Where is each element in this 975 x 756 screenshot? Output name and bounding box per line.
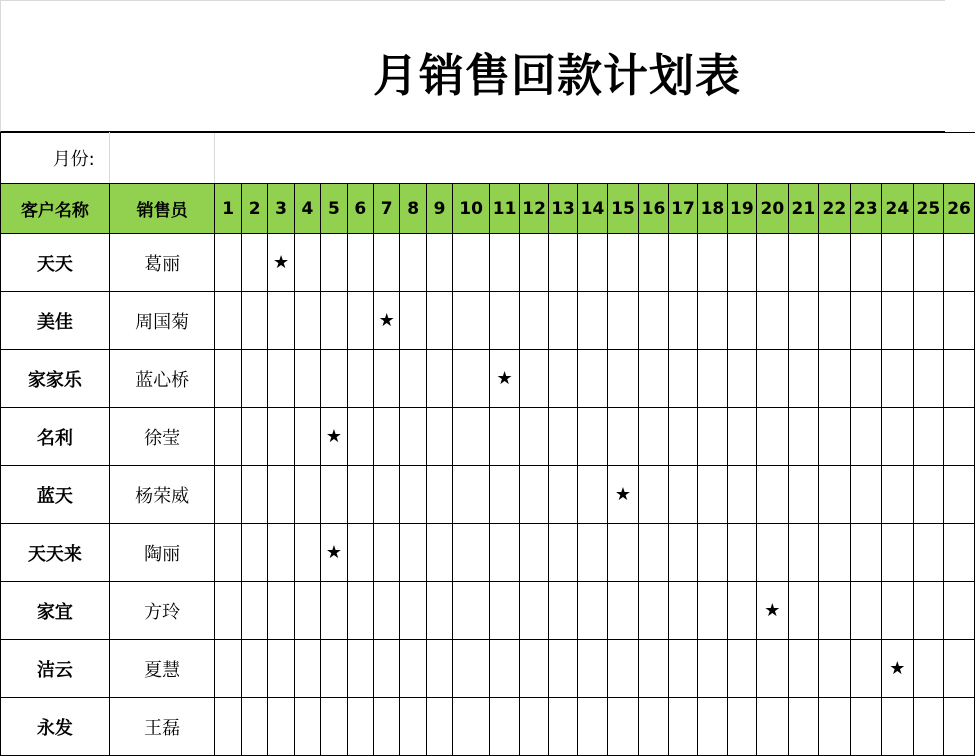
day-cell[interactable] bbox=[788, 698, 818, 756]
day-cell[interactable] bbox=[426, 292, 452, 350]
day-cell[interactable] bbox=[215, 292, 241, 350]
customer-cell[interactable]: 永发 bbox=[1, 698, 110, 756]
day-cell[interactable] bbox=[757, 466, 789, 524]
salesperson-header: 销售员 bbox=[109, 184, 215, 234]
plan-table bbox=[0, 132, 975, 756]
day-cell[interactable] bbox=[882, 292, 914, 350]
day-cell[interactable] bbox=[426, 234, 452, 292]
day-cell[interactable] bbox=[400, 698, 426, 756]
day-cell[interactable] bbox=[850, 466, 882, 524]
day-cell[interactable] bbox=[520, 292, 548, 350]
payment-star-mark[interactable]: ★ bbox=[321, 524, 347, 582]
day-cell[interactable] bbox=[294, 408, 320, 466]
day-cell[interactable] bbox=[520, 698, 548, 756]
day-cell[interactable] bbox=[453, 350, 490, 408]
day-cell[interactable] bbox=[374, 234, 400, 292]
day-cell[interactable] bbox=[426, 698, 452, 756]
day-cell[interactable] bbox=[757, 292, 789, 350]
day-cell[interactable] bbox=[453, 698, 490, 756]
day-cell[interactable] bbox=[215, 640, 241, 698]
customer-header: 客户名称 bbox=[1, 184, 110, 234]
customer-cell[interactable]: 美佳 bbox=[1, 292, 110, 350]
day-cell[interactable] bbox=[788, 640, 818, 698]
month-row bbox=[1, 133, 975, 184]
day-cell[interactable] bbox=[374, 582, 400, 640]
day-cell[interactable] bbox=[668, 408, 697, 466]
day-cell[interactable] bbox=[426, 350, 452, 408]
day-header: 21 bbox=[788, 184, 818, 234]
day-cell[interactable] bbox=[727, 698, 756, 756]
day-cell[interactable] bbox=[788, 292, 818, 350]
salesperson-cell[interactable]: 王磊 bbox=[109, 698, 215, 756]
day-cell[interactable] bbox=[215, 408, 241, 466]
day-cell[interactable] bbox=[944, 234, 975, 292]
day-header: 5 bbox=[321, 184, 347, 234]
day-cell[interactable] bbox=[668, 582, 697, 640]
table-row bbox=[1, 524, 975, 582]
day-cell[interactable] bbox=[819, 408, 851, 466]
day-cell[interactable] bbox=[453, 292, 490, 350]
table-row bbox=[1, 466, 975, 524]
day-cell[interactable] bbox=[698, 234, 727, 292]
day-cell[interactable] bbox=[548, 524, 577, 582]
day-cell[interactable] bbox=[850, 292, 882, 350]
day-cell[interactable] bbox=[819, 582, 851, 640]
day-cell[interactable] bbox=[426, 582, 452, 640]
day-cell[interactable] bbox=[727, 582, 756, 640]
payment-star-mark[interactable]: ★ bbox=[321, 408, 347, 466]
customer-cell[interactable]: 洁云 bbox=[1, 640, 110, 698]
day-cell[interactable] bbox=[294, 524, 320, 582]
salesperson-cell[interactable]: 周国菊 bbox=[109, 292, 215, 350]
day-cell[interactable] bbox=[453, 640, 490, 698]
day-cell[interactable] bbox=[347, 350, 373, 408]
day-cell[interactable] bbox=[913, 698, 943, 756]
day-cell[interactable] bbox=[913, 524, 943, 582]
day-cell[interactable] bbox=[400, 524, 426, 582]
day-cell[interactable] bbox=[426, 524, 452, 582]
day-cell[interactable] bbox=[639, 524, 668, 582]
day-header: 11 bbox=[489, 184, 519, 234]
day-cell[interactable] bbox=[668, 234, 697, 292]
day-cell[interactable] bbox=[639, 698, 668, 756]
day-cell[interactable] bbox=[241, 466, 267, 524]
day-cell[interactable] bbox=[578, 698, 607, 756]
day-cell[interactable] bbox=[944, 350, 975, 408]
day-cell[interactable] bbox=[819, 698, 851, 756]
day-cell[interactable] bbox=[607, 408, 639, 466]
customer-cell[interactable]: 蓝天 bbox=[1, 466, 110, 524]
day-cell[interactable] bbox=[944, 698, 975, 756]
day-header: 17 bbox=[668, 184, 697, 234]
day-cell[interactable] bbox=[400, 350, 426, 408]
day-cell[interactable] bbox=[698, 350, 727, 408]
day-cell[interactable] bbox=[268, 350, 294, 408]
day-cell[interactable] bbox=[944, 408, 975, 466]
day-cell[interactable] bbox=[757, 524, 789, 582]
day-cell[interactable] bbox=[520, 350, 548, 408]
day-cell[interactable] bbox=[913, 466, 943, 524]
day-cell[interactable] bbox=[882, 582, 914, 640]
day-cell[interactable] bbox=[698, 582, 727, 640]
customer-cell[interactable]: 家宜 bbox=[1, 582, 110, 640]
day-cell[interactable] bbox=[819, 234, 851, 292]
day-cell[interactable] bbox=[400, 582, 426, 640]
day-cell[interactable] bbox=[548, 292, 577, 350]
day-header: 1 bbox=[215, 184, 241, 234]
day-header: 10 bbox=[453, 184, 490, 234]
day-cell[interactable] bbox=[788, 408, 818, 466]
day-header: 7 bbox=[374, 184, 400, 234]
day-cell[interactable] bbox=[241, 640, 267, 698]
day-cell[interactable] bbox=[639, 350, 668, 408]
day-cell[interactable] bbox=[668, 524, 697, 582]
day-cell[interactable] bbox=[757, 640, 789, 698]
day-cell[interactable] bbox=[268, 408, 294, 466]
day-cell[interactable] bbox=[520, 524, 548, 582]
day-cell[interactable] bbox=[639, 234, 668, 292]
day-cell[interactable] bbox=[607, 640, 639, 698]
day-cell[interactable] bbox=[241, 350, 267, 408]
day-cell[interactable] bbox=[944, 466, 975, 524]
day-cell[interactable] bbox=[321, 350, 347, 408]
day-cell[interactable] bbox=[520, 582, 548, 640]
month-label: 月份: bbox=[1, 133, 110, 184]
day-cell[interactable] bbox=[294, 350, 320, 408]
day-cell[interactable] bbox=[913, 234, 943, 292]
payment-star-mark[interactable]: ★ bbox=[757, 582, 789, 640]
day-cell[interactable] bbox=[241, 408, 267, 466]
payment-star-mark[interactable]: ★ bbox=[882, 640, 914, 698]
day-cell[interactable] bbox=[548, 408, 577, 466]
day-cell[interactable] bbox=[321, 640, 347, 698]
day-header: 18 bbox=[698, 184, 727, 234]
day-cell[interactable] bbox=[374, 698, 400, 756]
salesperson-cell[interactable]: 杨荣威 bbox=[109, 466, 215, 524]
day-cell[interactable] bbox=[819, 524, 851, 582]
salesperson-cell[interactable]: 葛丽 bbox=[109, 234, 215, 292]
day-cell[interactable] bbox=[241, 582, 267, 640]
day-cell[interactable] bbox=[321, 292, 347, 350]
day-header: 3 bbox=[268, 184, 294, 234]
customer-cell[interactable]: 名利 bbox=[1, 408, 110, 466]
day-cell[interactable] bbox=[489, 640, 519, 698]
day-cell[interactable] bbox=[294, 234, 320, 292]
day-cell[interactable] bbox=[788, 350, 818, 408]
day-cell[interactable] bbox=[788, 234, 818, 292]
day-cell[interactable] bbox=[347, 698, 373, 756]
day-header: 12 bbox=[520, 184, 548, 234]
day-cell[interactable] bbox=[578, 582, 607, 640]
day-header: 15 bbox=[607, 184, 639, 234]
day-cell[interactable] bbox=[850, 524, 882, 582]
day-cell[interactable] bbox=[882, 466, 914, 524]
day-cell[interactable] bbox=[668, 698, 697, 756]
day-cell[interactable] bbox=[607, 582, 639, 640]
day-cell[interactable] bbox=[489, 698, 519, 756]
day-cell[interactable] bbox=[548, 350, 577, 408]
day-cell[interactable] bbox=[294, 698, 320, 756]
day-cell[interactable] bbox=[698, 524, 727, 582]
salesperson-cell[interactable]: 徐莹 bbox=[109, 408, 215, 466]
day-cell[interactable] bbox=[400, 292, 426, 350]
day-cell[interactable] bbox=[426, 466, 452, 524]
table-row bbox=[1, 698, 975, 756]
day-cell[interactable] bbox=[607, 350, 639, 408]
day-cell[interactable] bbox=[850, 234, 882, 292]
day-cell[interactable] bbox=[268, 524, 294, 582]
day-cell[interactable] bbox=[727, 466, 756, 524]
day-cell[interactable] bbox=[668, 292, 697, 350]
day-cell[interactable] bbox=[374, 466, 400, 524]
day-cell[interactable] bbox=[882, 698, 914, 756]
day-header: 26 bbox=[944, 184, 975, 234]
day-cell[interactable] bbox=[520, 234, 548, 292]
day-cell[interactable] bbox=[548, 466, 577, 524]
day-cell[interactable] bbox=[757, 698, 789, 756]
day-cell[interactable] bbox=[347, 292, 373, 350]
day-header: 9 bbox=[426, 184, 452, 234]
payment-star-mark[interactable]: ★ bbox=[268, 234, 294, 292]
day-cell[interactable] bbox=[850, 408, 882, 466]
day-cell[interactable] bbox=[321, 234, 347, 292]
day-cell[interactable] bbox=[374, 350, 400, 408]
day-header: 23 bbox=[850, 184, 882, 234]
day-cell[interactable] bbox=[819, 640, 851, 698]
day-cell[interactable] bbox=[347, 582, 373, 640]
day-cell[interactable] bbox=[882, 350, 914, 408]
day-cell[interactable] bbox=[347, 640, 373, 698]
day-cell[interactable] bbox=[757, 234, 789, 292]
day-cell[interactable] bbox=[268, 640, 294, 698]
day-cell[interactable] bbox=[215, 698, 241, 756]
day-cell[interactable] bbox=[788, 524, 818, 582]
customer-cell[interactable]: 天天 bbox=[1, 234, 110, 292]
day-cell[interactable] bbox=[639, 640, 668, 698]
day-cell[interactable] bbox=[489, 408, 519, 466]
month-row-empty bbox=[215, 133, 975, 184]
day-cell[interactable] bbox=[944, 640, 975, 698]
day-cell[interactable] bbox=[668, 640, 697, 698]
day-cell[interactable] bbox=[639, 466, 668, 524]
day-cell[interactable] bbox=[850, 350, 882, 408]
day-cell[interactable] bbox=[268, 582, 294, 640]
table-row bbox=[1, 350, 975, 408]
day-cell[interactable] bbox=[607, 292, 639, 350]
day-cell[interactable] bbox=[788, 582, 818, 640]
day-cell[interactable] bbox=[819, 466, 851, 524]
day-cell[interactable] bbox=[944, 524, 975, 582]
day-cell[interactable] bbox=[294, 292, 320, 350]
day-cell[interactable] bbox=[639, 408, 668, 466]
day-cell[interactable] bbox=[578, 640, 607, 698]
day-header: 8 bbox=[400, 184, 426, 234]
day-cell[interactable] bbox=[453, 524, 490, 582]
day-cell[interactable] bbox=[578, 524, 607, 582]
day-cell[interactable] bbox=[548, 582, 577, 640]
day-cell[interactable] bbox=[548, 698, 577, 756]
day-cell[interactable] bbox=[819, 350, 851, 408]
day-cell[interactable] bbox=[268, 698, 294, 756]
day-cell[interactable] bbox=[374, 524, 400, 582]
day-cell[interactable] bbox=[850, 582, 882, 640]
day-header: 24 bbox=[882, 184, 914, 234]
day-cell[interactable] bbox=[241, 698, 267, 756]
salesperson-cell[interactable]: 蓝心桥 bbox=[109, 350, 215, 408]
salesperson-cell[interactable]: 陶丽 bbox=[109, 524, 215, 582]
day-cell[interactable] bbox=[698, 466, 727, 524]
table-row bbox=[1, 408, 975, 466]
day-cell[interactable] bbox=[578, 292, 607, 350]
day-cell[interactable] bbox=[215, 466, 241, 524]
day-cell[interactable] bbox=[819, 292, 851, 350]
day-cell[interactable] bbox=[727, 524, 756, 582]
day-cell[interactable] bbox=[268, 466, 294, 524]
day-cell[interactable] bbox=[347, 466, 373, 524]
day-header: 16 bbox=[639, 184, 668, 234]
day-cell[interactable] bbox=[578, 466, 607, 524]
day-cell[interactable] bbox=[548, 640, 577, 698]
day-cell[interactable] bbox=[241, 524, 267, 582]
day-cell[interactable] bbox=[727, 234, 756, 292]
day-cell[interactable] bbox=[400, 466, 426, 524]
day-cell[interactable] bbox=[520, 408, 548, 466]
day-cell[interactable] bbox=[489, 292, 519, 350]
day-cell[interactable] bbox=[453, 234, 490, 292]
salesperson-cell[interactable]: 夏慧 bbox=[109, 640, 215, 698]
day-cell[interactable] bbox=[400, 640, 426, 698]
day-cell[interactable] bbox=[757, 408, 789, 466]
day-cell[interactable] bbox=[294, 582, 320, 640]
day-cell[interactable] bbox=[788, 466, 818, 524]
day-cell[interactable] bbox=[698, 408, 727, 466]
day-cell[interactable] bbox=[607, 698, 639, 756]
day-cell[interactable] bbox=[453, 408, 490, 466]
day-header: 6 bbox=[347, 184, 373, 234]
day-cell[interactable] bbox=[578, 234, 607, 292]
day-cell[interactable] bbox=[727, 350, 756, 408]
day-cell[interactable] bbox=[882, 234, 914, 292]
day-cell[interactable] bbox=[400, 234, 426, 292]
table-row bbox=[1, 292, 975, 350]
table-row bbox=[1, 234, 975, 292]
day-cell[interactable] bbox=[913, 292, 943, 350]
day-cell[interactable] bbox=[215, 524, 241, 582]
day-cell[interactable] bbox=[489, 582, 519, 640]
day-cell[interactable] bbox=[698, 640, 727, 698]
day-cell[interactable] bbox=[913, 640, 943, 698]
day-cell[interactable] bbox=[548, 234, 577, 292]
day-cell[interactable] bbox=[882, 524, 914, 582]
table-row bbox=[1, 582, 975, 640]
day-cell[interactable] bbox=[913, 350, 943, 408]
day-cell[interactable] bbox=[944, 292, 975, 350]
day-cell[interactable] bbox=[607, 234, 639, 292]
day-cell[interactable] bbox=[850, 698, 882, 756]
day-header: 4 bbox=[294, 184, 320, 234]
day-cell[interactable] bbox=[639, 582, 668, 640]
day-cell[interactable] bbox=[426, 640, 452, 698]
day-cell[interactable] bbox=[294, 466, 320, 524]
day-cell[interactable] bbox=[607, 524, 639, 582]
day-cell[interactable] bbox=[241, 234, 267, 292]
day-header: 22 bbox=[819, 184, 851, 234]
day-header: 13 bbox=[548, 184, 577, 234]
day-header: 14 bbox=[578, 184, 607, 234]
day-header: 25 bbox=[913, 184, 943, 234]
header-row bbox=[1, 184, 975, 234]
page-title: 月销售回款计划表 bbox=[373, 49, 742, 102]
day-cell[interactable] bbox=[321, 582, 347, 640]
day-cell[interactable] bbox=[727, 640, 756, 698]
day-cell[interactable] bbox=[321, 698, 347, 756]
day-cell[interactable] bbox=[850, 640, 882, 698]
title-row bbox=[0, 0, 945, 132]
month-value-cell[interactable] bbox=[109, 133, 215, 184]
day-cell[interactable] bbox=[639, 292, 668, 350]
day-cell[interactable] bbox=[241, 292, 267, 350]
day-cell[interactable] bbox=[944, 582, 975, 640]
day-header: 19 bbox=[727, 184, 756, 234]
salesperson-cell[interactable]: 方玲 bbox=[109, 582, 215, 640]
table-row bbox=[1, 640, 975, 698]
day-cell[interactable] bbox=[294, 640, 320, 698]
day-cell[interactable] bbox=[215, 234, 241, 292]
day-cell[interactable] bbox=[520, 466, 548, 524]
day-cell[interactable] bbox=[453, 466, 490, 524]
day-cell[interactable] bbox=[347, 234, 373, 292]
day-cell[interactable] bbox=[578, 408, 607, 466]
day-cell[interactable] bbox=[215, 582, 241, 640]
day-cell[interactable] bbox=[698, 292, 727, 350]
day-cell[interactable] bbox=[727, 408, 756, 466]
customer-cell[interactable]: 家家乐 bbox=[1, 350, 110, 408]
day-cell[interactable] bbox=[453, 582, 490, 640]
day-cell[interactable] bbox=[913, 582, 943, 640]
day-header: 20 bbox=[757, 184, 789, 234]
customer-cell[interactable]: 天天来 bbox=[1, 524, 110, 582]
day-cell[interactable] bbox=[489, 234, 519, 292]
day-cell[interactable] bbox=[489, 524, 519, 582]
day-cell[interactable] bbox=[727, 292, 756, 350]
day-cell[interactable] bbox=[426, 408, 452, 466]
day-cell[interactable] bbox=[347, 524, 373, 582]
day-header: 2 bbox=[241, 184, 267, 234]
payment-star-mark[interactable]: ★ bbox=[374, 292, 400, 350]
day-cell[interactable] bbox=[374, 408, 400, 466]
day-cell[interactable] bbox=[668, 350, 697, 408]
day-cell[interactable] bbox=[913, 408, 943, 466]
day-cell[interactable] bbox=[374, 640, 400, 698]
day-cell[interactable] bbox=[698, 698, 727, 756]
day-cell[interactable] bbox=[215, 350, 241, 408]
day-cell[interactable] bbox=[268, 292, 294, 350]
day-cell[interactable] bbox=[520, 640, 548, 698]
day-cell[interactable] bbox=[668, 466, 697, 524]
day-cell[interactable] bbox=[400, 408, 426, 466]
payment-star-mark[interactable]: ★ bbox=[489, 350, 519, 408]
day-cell[interactable] bbox=[321, 466, 347, 524]
day-cell[interactable] bbox=[757, 350, 789, 408]
day-cell[interactable] bbox=[347, 408, 373, 466]
day-cell[interactable] bbox=[882, 408, 914, 466]
day-cell[interactable] bbox=[578, 350, 607, 408]
payment-star-mark[interactable]: ★ bbox=[607, 466, 639, 524]
day-cell[interactable] bbox=[489, 466, 519, 524]
